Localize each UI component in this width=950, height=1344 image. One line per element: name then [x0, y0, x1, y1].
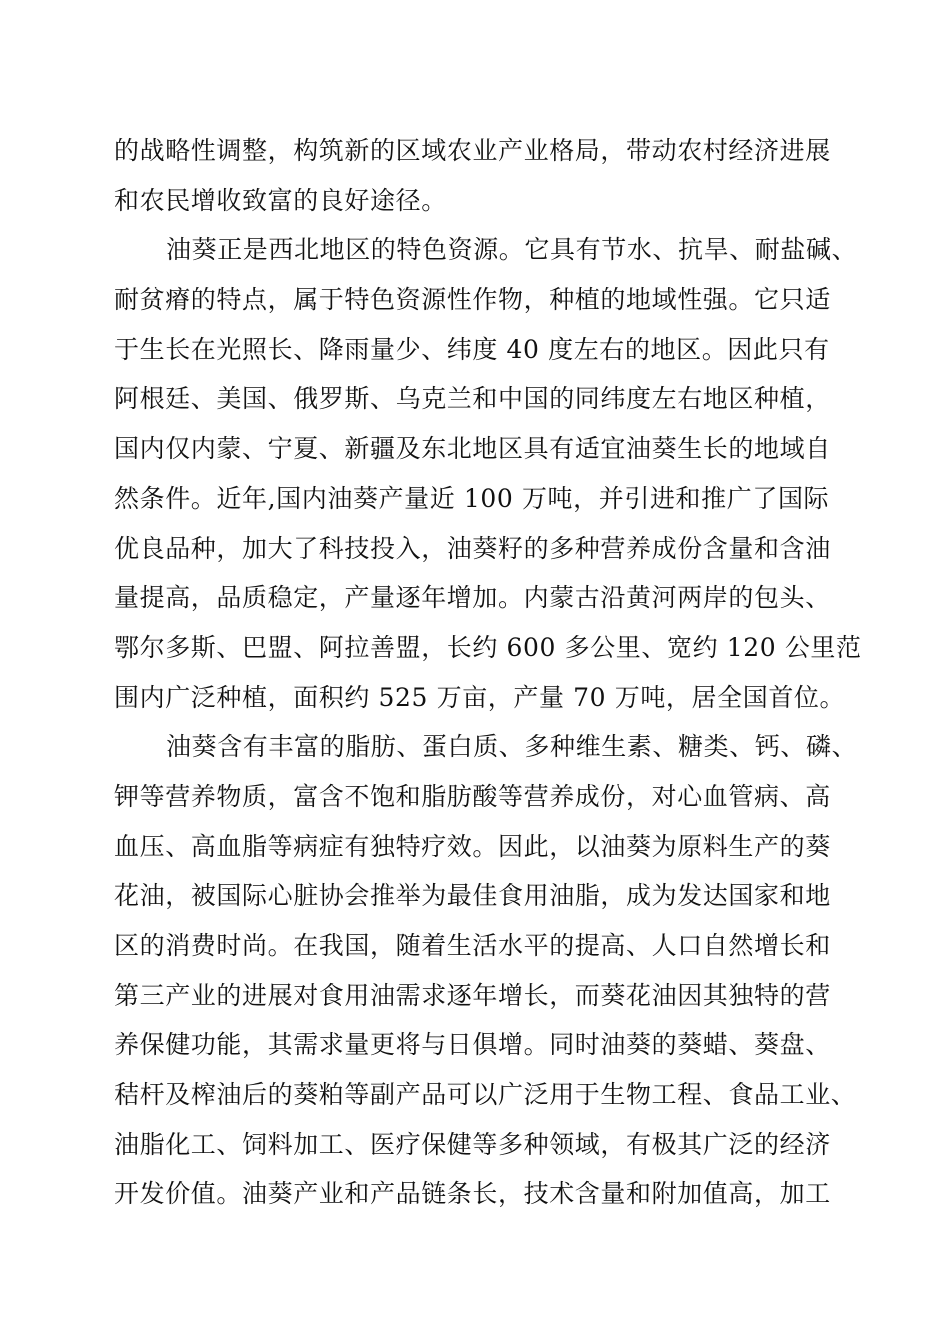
- text-line: 的战略性调整，构筑新的区域农业产业格局，带动农村经济进展: [114, 136, 831, 165]
- text-line: 钾等营养物质，富含不饱和脂肪酸等营养成份，对心血管病、高: [114, 781, 831, 811]
- text-line: 区的消费时尚。在我国，随着生活水平的提高、人口自然增长和: [114, 931, 831, 960]
- text-line: 优良品种，加大了科技投入，油葵籽的多种营养成份含量和含油: [114, 533, 831, 563]
- text-line: 量提高，品质稳定，产量逐年增加。内蒙古沿黄河两岸的包头、: [114, 583, 831, 613]
- text-line: 第三产业的进展对食用油需求逐年增长，而葵花油因其独特的营: [114, 980, 831, 1010]
- text-line: 围内广泛种植，面积约 525 万亩，产量 70 万吨，居全国首位。: [114, 682, 846, 712]
- text-line: 开发价值。油葵产业和产品链条长，技术含量和附加值高，加工: [114, 1179, 831, 1209]
- text-line: 血压、高血脂等病症有独特疗效。因此，以油葵为原料生产的葵: [114, 831, 831, 861]
- text-line: 然条件。近年,国内油葵产量近 100 万吨，并引进和推广了国际: [114, 483, 830, 513]
- text-line: 鄂尔多斯、巴盟、阿拉善盟，长约 600 多公里、宽约 120 公里范: [114, 632, 862, 662]
- paragraph-start-line: 油葵含有丰富的脂肪、蛋白质、多种维生素、糖类、钙、磷、: [166, 732, 858, 762]
- text-line: 油脂化工、饲料加工、医疗保健等多种领域，有极其广泛的经济: [114, 1129, 831, 1159]
- text-line: 于生长在光照长、降雨量少、纬度 40 度左右的地区。因此只有: [114, 334, 830, 364]
- paragraph-start-line: 油葵正是西北地区的特色资源。它具有节水、抗旱、耐盐碱、: [166, 235, 858, 265]
- body-text: [114, 126, 862, 1219]
- text-line: 秸杆及榨油后的葵粕等副产品可以广泛用于生物工程、食品工业、: [114, 1080, 857, 1110]
- text-line: 养保健功能，其需求量更将与日俱增。同时油葵的葵蜡、葵盘、: [114, 1030, 831, 1060]
- text-line: 和农民增收致富的良好途径。: [114, 185, 447, 215]
- text-line: 耐贫瘠的特点，属于特色资源性作物，种植的地域性强。它只适: [114, 285, 831, 315]
- text-line: 花油，被国际心脏协会推举为最佳食用油脂，成为发达国家和地: [114, 881, 831, 911]
- text-line: 阿根廷、美国、俄罗斯、乌克兰和中国的同纬度左右地区种植，: [114, 384, 831, 414]
- text-line: 国内仅内蒙、宁夏、新疆及东北地区具有适宜油葵生长的地域自: [114, 434, 831, 464]
